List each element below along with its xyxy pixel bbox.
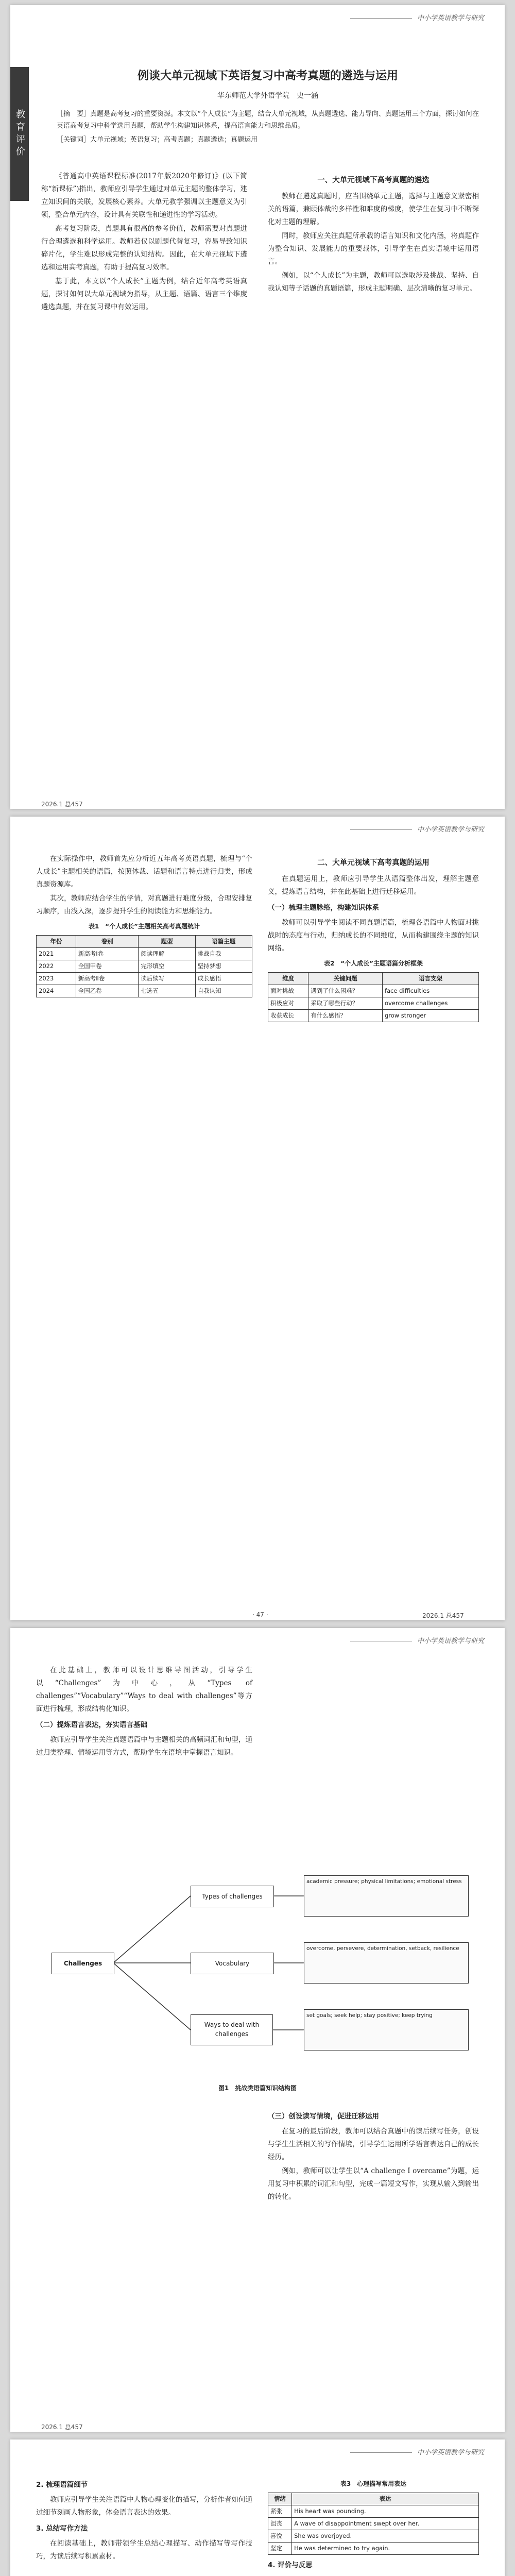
table-caption: 表1 “个人成长”主题相关高考真题统计 (88, 923, 200, 930)
knowledge-diagram (36, 1855, 479, 2071)
table-cell: 喜悦 (268, 2530, 292, 2543)
table-cell: 沮丧 (268, 2518, 292, 2530)
paragraph: 高考复习阶段，真题具有很高的参考价值，教师需要对真题进行合理遴选和科学运用。教师若仅以刷题代替复习，容易导致知识碎片化，学生难以形成完整的认知结构。因此，在大单元视域下遴选和运用高考真题，有助于提高复习效率。 (41, 225, 247, 272)
column-right (268, 2107, 479, 2205)
paragraph: 在真题运用上，教师应引导学生从语篇整体出发，理解主题意义，提炼语言结构，并在此基础上进行迁移运用。 (268, 875, 479, 896)
table-row (268, 2505, 479, 2518)
table-cell: overcome challenges (382, 997, 478, 1010)
paragraph: 《普通高中英语课程标准(2017年版2020年修订)》(以下简称“新课标”)指出，教师应引导学生通过对单元主题的整体学习，建立知识间的关联，发展核心素养。大单元教学强调以主题意义为引领，整合单元内容，设计具有关联性和递进性的学习活动。 (41, 172, 247, 219)
table-row (37, 960, 252, 973)
paragraph: 教师应引导学生关注语篇中人物心理变化的描写，分析作者如何通过细节刻画人物形象，体会语言表达的效果。 (36, 2496, 252, 2517)
page-1: 中小学英语教学与研究 教育评价 例谈大单元视域下英语复习中高考真题的遴选与运用 华东师范大学外语学院 史一涵 ［摘 要］真题是高考复习的重要资源。本文以“个人成长”为主题，结合大单元视域，从真题遴选、能力导向、真题运用三个方面，探讨如何在英语高考复习中科学选用真题，帮助学生构建知识体系，提高语言能力和思维品质。 ［关键词］大单元视域；英语复习；高考真题；真题遴选；真题运用 《普通高中英语课程标准(2017年版2020年修订)》(以下简称“新课标”)指出，教师应引导学生通过对单元主题的整体学习，建立知识间的关联，发展核心素养。大单元教学强调以主题意义为引领，整合单元内容，设计具有关联性和递进性的学习活动。 高考复习阶段，真题具有很高的参考价值，教师需要对真题进行合理遴选和科学运用。教师若仅以刷题代替复习，容易导致知识碎片化，学生难以形成完整的认知结构。因此，在大单元视域下遴选和运用高考真题，有助于提高复习效率。 基于此，本文以“个人成长”主题为例，结合近年高考英语真题，探讨如何以大单元视域为指导，从主题、语篇、语言三个维度遴选真题，并在复习课中有效运用。 一、大单元视域下高考真题的遴选 教师在遴选真题时，应当围绕单元主题，选择与主题意义紧密相关的语篇，兼顾体裁的多样性和难度的梯度，使学生在复习中不断深化对主题的理解。 同时，教师应关注真题所承载的语言知识和文化内涵，将真题作为整合知识、发展能力的重要载体，引导学生在真实语境中运用语言。 例如，以“个人成长”为主题，教师可以选取涉及挑战、坚持、自我认知等子话题的真题语篇，形成主题明确、层次清晰的复习单元。 2026.1 总457 (10, 5, 505, 809)
data-table (36, 935, 252, 997)
table-cell: 面对挑战 (268, 985, 308, 997)
figure-caption: 图1 挑战类语篇知识结构图 (218, 2084, 297, 2092)
table-cell: 新高考Ⅱ卷 (76, 973, 139, 985)
table-cell: 2023 (37, 973, 76, 985)
paragraph: 例如，教师可以让学生以“A challenge I overcame”为题，运用复习中积累的词汇和句型，完成一篇短文写作，实现从输入到输出的转化。 (268, 2167, 479, 2201)
column-left (36, 853, 252, 1002)
diagram-center-node: Challenges (52, 1953, 114, 1974)
table-header: 维度 (268, 973, 308, 985)
table-cell: He was determined to try again. (292, 2543, 479, 2555)
paragraph: 在阅读基础上，教师带领学生总结心理描写、动作描写等写作技巧，为读后续写积累素材。 (36, 2539, 252, 2561)
paragraph: 教师在遴选真题时，应当围绕单元主题，选择与主题意义紧密相关的语篇，兼顾体裁的多样性和难度的梯度，使学生在复习中不断深化对主题的理解。 (268, 192, 479, 226)
table-cell: grow stronger (382, 1010, 478, 1022)
table-cell: 遇到了什么困难？ (308, 985, 383, 997)
sub-heading: 3. 总结写作方法 (36, 2524, 88, 2533)
diagram-detail: academic pressure; physical limitations; emotional stress (304, 1875, 469, 1917)
article-title: 例谈大单元视域下英语复习中高考真题的遴选与运用 (137, 70, 398, 82)
table-row (268, 2518, 479, 2530)
table-cell: 积极应对 (268, 997, 308, 1010)
sub-heading: （三）创设读写情境，促进迁移运用 (268, 2112, 379, 2121)
sub-heading: 4. 评价与反思 (268, 2561, 313, 2569)
table-header: 年份 (37, 936, 76, 948)
paragraph: 其次，教师应结合学生的学情，对真题进行难度分级，合理安排复习顺序，由浅入深，逐步提升学生的阅读能力和思维能力。 (36, 894, 252, 916)
paragraph: 教师可以引导学生阅读不同真题语篇，梳理各语篇中人物面对挑战时的态度与行动，归纳成长的不同维度，从而构建围绕主题的知识网络。 (268, 919, 479, 953)
table-cell: 阅读理解 (139, 948, 195, 960)
column-left (36, 2476, 252, 2564)
column-left (41, 170, 247, 315)
section-tab: 教育评价 (10, 67, 29, 201)
table-cell: 2024 (37, 985, 76, 997)
table-row (268, 997, 479, 1010)
table-row (268, 2543, 479, 2555)
table-cell: His heart was pounding. (292, 2505, 479, 2518)
data-table (268, 2493, 479, 2555)
column-right (268, 2476, 479, 2576)
page-2: 中小学英语教学与研究 在实际操作中，教师首先应分析近五年高考英语真题，梳理与“个人成长”主题相关的语篇，按照体裁、话题和语言特点进行归类，形成真题资源库。 其次，教师应结合学生的学情，对真题进行难度分级，合理安排复习顺序，由浅入深，逐步提升学生的阅读能力和思维能力。 表1 “个人成长”主题相关高考真题统计 年份 卷别 题型 语篇主题 2021 新高考Ⅰ卷 阅读理解 挑战自我 2022 全国甲卷 完形填空 坚持梦想 2023 新高考Ⅱ卷 读后续写 成长感悟 2024 全国乙卷 七选五 自我认知 二、大单元视域下高考真题的运用 在真题运用上，教师应引导学生从语篇整体出发，理解主题意义，提炼语言结构，并在此基础上进行迁移运用。 （一）梳理主题脉络，构建知识体系 教师可以引导学生阅读不同真题语篇，梳理各语篇中人物面对挑战时的态度与行动，归纳成长的不同维度，从而构建围绕主题的知识网络。 表2 “个人成长”主题语篇分析框架 维度 关键问题 语言支架 面对挑战 遇到了什么困难？ face difficulties 积极应对 采取了哪些行动？ overcome challenges 收获成长 有什么感悟？ grow stronger · 47 · 2026.1 总457 (10, 817, 505, 1620)
table-header: 情绪 (268, 2493, 292, 2505)
table-header: 卷别 (76, 936, 139, 948)
paragraph: 教师应引导学生关注真题语篇中与主题相关的高频词汇和句型，通过归类整理、情境运用等方式，帮助学生在语境中掌握语言知识。 (36, 1736, 252, 1757)
table-row (37, 973, 252, 985)
running-header: 中小学英语教学与研究 (350, 1635, 484, 1645)
table-cell: 新高考Ⅰ卷 (76, 948, 139, 960)
table-caption: 表3 心理描写常用表达 (340, 2480, 407, 2487)
section-heading: 一、大单元视域下高考真题的遴选 (317, 176, 430, 184)
paragraph: 在复习的最后阶段，教师可以结合真题中的读后续写任务，创设与学生生活相关的写作情境，引导学生运用所学语言表达自己的成长经历。 (268, 2127, 479, 2161)
sub-heading: 2. 梳理语篇细节 (36, 2481, 88, 2489)
table-cell: 完形填空 (139, 960, 195, 973)
table-cell: 挑战自我 (195, 948, 252, 960)
table-cell: 紧张 (268, 2505, 292, 2518)
author: 华东师范大学外语学院 史一涵 (217, 92, 318, 100)
table-header: 关键问题 (308, 973, 383, 985)
table-cell: 收获成长 (268, 1010, 308, 1022)
table-cell: 读后续写 (139, 973, 195, 985)
abstract-text: ［摘 要］真题是高考复习的重要资源。本文以“个人成长”为主题，结合大单元视域，从真题遴选、能力导向、真题运用三个方面，探讨如何在英语高考复习中科学选用真题，帮助学生构建知识体系，提高语言能力和思维品质。 (57, 110, 479, 130)
table-cell: 坚持梦想 (195, 960, 252, 973)
table-cell: 采取了哪些行动？ (308, 997, 383, 1010)
running-header: 中小学英语教学与研究 (350, 824, 484, 834)
table-cell: 全国甲卷 (76, 960, 139, 973)
diagram-detail: overcome, persevere, determination, setback, resilience (304, 1942, 469, 1984)
table-cell: 2022 (37, 960, 76, 973)
table-row (37, 985, 252, 997)
table-row (268, 2530, 479, 2543)
section-heading: 二、大单元视域下高考真题的运用 (317, 859, 430, 867)
running-header: 中小学英语教学与研究 (350, 2447, 484, 2456)
column-left (36, 1664, 252, 1760)
table-row (268, 985, 479, 997)
paragraph: 例如，以“个人成长”为主题，教师可以选取涉及挑战、坚持、自我认知等子话题的真题语篇，形成主题明确、层次清晰的复习单元。 (268, 272, 479, 293)
paragraph: 在实际操作中，教师首先应分析近五年高考英语真题，梳理与“个人成长”主题相关的语篇，按照体裁、话题和语言特点进行归类，形成真题资源库。 (36, 855, 252, 889)
table-cell: 自我认知 (195, 985, 252, 997)
diagram-node: Vocabulary (191, 1953, 274, 1974)
table-header: 语篇主题 (195, 936, 252, 948)
table-cell: 七选五 (139, 985, 195, 997)
table-cell: 坚定 (268, 2543, 292, 2555)
paragraph: 同时，教师应关注真题所承载的语言知识和文化内涵，将真题作为整合知识、发展能力的重要载体，引导学生在真实语境中运用语言。 (268, 232, 479, 266)
running-header: 中小学英语教学与研究 (350, 12, 484, 22)
table-cell: 成长感悟 (195, 973, 252, 985)
table-header: 题型 (139, 936, 195, 948)
paragraph (268, 2574, 479, 2576)
page-4 (10, 2439, 505, 2576)
table-caption: 表2 “个人成长”主题语篇分析框架 (323, 960, 423, 967)
column-right (268, 170, 479, 296)
table-row (37, 948, 252, 960)
sub-heading: （二）提炼语言表达，夯实语言基础 (36, 1721, 147, 1729)
table-cell: A wave of disappointment swept over her. (292, 2518, 479, 2530)
table-cell: 2021 (37, 948, 76, 960)
diagram-node: Ways to deal with challenges (191, 2014, 273, 2045)
table-cell: 全国乙卷 (76, 985, 139, 997)
column-right (268, 853, 479, 1026)
table-row (268, 1010, 479, 1022)
table-header: 语言支架 (382, 973, 478, 985)
table-cell: 有什么感悟？ (308, 1010, 383, 1022)
paragraph: 在此基础上，教师可以设计思维导图活动，引导学生以“Challenges”为中心，从“Types of challenges”“Vocabulary”“Ways to deal with challenges”等方面进行梳理，形成结构化知识。 (36, 1666, 252, 1713)
page-3: 中小学英语教学与研究 在此基础上，教师可以设计思维导图活动，引导学生以“Challenges”为中心，从“Types of challenges”“Vocabulary”“Ways to deal with challenges”等方面进行梳理，形成结构化知识。 （二）提炼语言表达，夯实语言基础 教师应引导学生关注真题语篇中与主题相关的高频词汇和句型，通过归类整理、情境运用等方式，帮助学生在语境中掌握语言知识。 Challenges Types of challenges Vocabulary Ways to deal with challenges academic pressure; physical limitations; emotional stress overcome, persevere, determination, setback, resilience set goals; seek help; stay positive; keep trying 图1 挑战类语篇知识结构图 （三）创设读写情境，促进迁移运用 在复习的最后阶段，教师可以结合真题中的读后续写任务，创设与学生生活相关的写作情境，引导学生运用所学语言表达自己的成长经历。 例如，教师可以让学生以“A challenge I overcame”为题，运用复习中积累的词汇和句型，完成一篇短文写作，实现从输入到输出的转化。 2026.1 总457 (10, 1628, 505, 2432)
paragraph: 基于此，本文以“个人成长”主题为例，结合近年高考英语真题，探讨如何以大单元视域为指导，从主题、语篇、语言三个维度遴选真题，并在复习课中有效运用。 (41, 277, 247, 311)
table-header: 表达 (292, 2493, 479, 2505)
diagram-node: Types of challenges (191, 1886, 274, 1907)
data-table (268, 972, 479, 1022)
diagram-detail: set goals; seek help; stay positive; keep trying (304, 2009, 469, 2050)
table-cell: face difficulties (382, 985, 478, 997)
sub-heading: （一）梳理主题脉络，构建知识体系 (268, 904, 379, 912)
table-cell: She was overjoyed. (292, 2530, 479, 2543)
keywords: ［关键词］大单元视域；英语复习；高考真题；真题遴选；真题运用 (57, 136, 258, 144)
abstract (57, 108, 479, 146)
